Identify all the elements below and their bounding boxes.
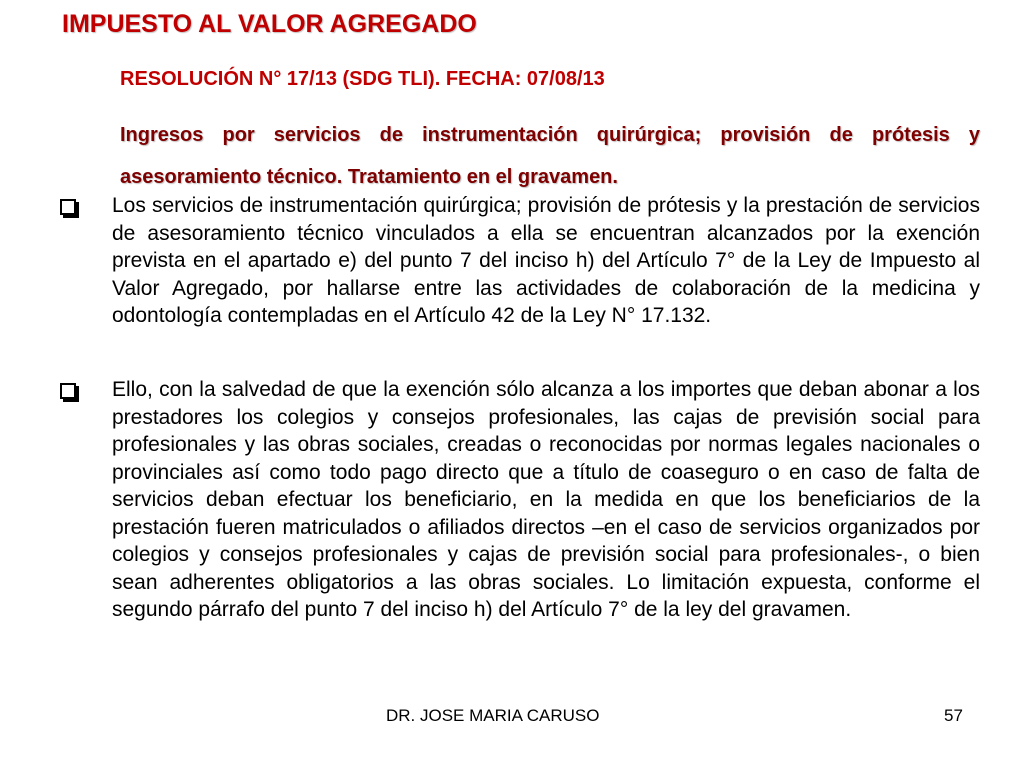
bullet-text: Ello, con la salvedad de que la exención sólo alcanza a los importes que deban abonar a los prestadores los colegios y consejos profesionales, las cajas de previsión social para profesionales y las obras sociales, creadas o reconocidas por normas legales nacionales o provinciales así como todo pago directo que a título de coaseguro o en caso de falta de servicios deban efectuar los beneficiario, en la medida en que los beneficiarios de la prestación fueren matriculados o afiliados directos –en el caso de servicios organizados por colegios y consejos profesionales y cajas de previsión social para profesionales-, o bien sean adherentes obligatorios a las obras sociales. Lo limitación expuesta, conforme el segundo párrafo del punto 7 del inciso h) del Artículo 7° de la ley del gravamen. — [112, 378, 980, 621]
footer-author: DR. JOSE MARIA CARUSO — [386, 706, 600, 725]
checkbox-bullet-icon — [60, 199, 76, 215]
bullet-item — [60, 376, 980, 624]
slide-subtitle: Ingresos por servicios de instrumentación quirúrgica; provisión de prótesis y asesoramiento técnico. Tratamiento en el gravamen. — [120, 124, 980, 188]
slide-title: IMPUESTO AL VALOR AGREGADO — [62, 10, 477, 38]
resolution-heading: RESOLUCIÓN N° 17/13 (SDG TLI). FECHA: 07/08/13 — [120, 68, 605, 90]
page-number: 57 — [944, 706, 963, 725]
checkbox-bullet-icon — [60, 383, 76, 399]
bullet-text: Los servicios de instrumentación quirúrgica; provisión de prótesis y la prestación de servicios de asesoramiento técnico vinculados a ella se encuentran alcanzados por la exención prevista en el apartado e) del punto 7 del inciso h) del Artículo 7° de la Ley de Impuesto al Valor Agregado, por hallarse entre las actividades de colaboración de la medicina y odontología contempladas en el Artículo 42 de la Ley N° 17.132. — [112, 194, 980, 327]
bullet-item — [60, 192, 980, 330]
